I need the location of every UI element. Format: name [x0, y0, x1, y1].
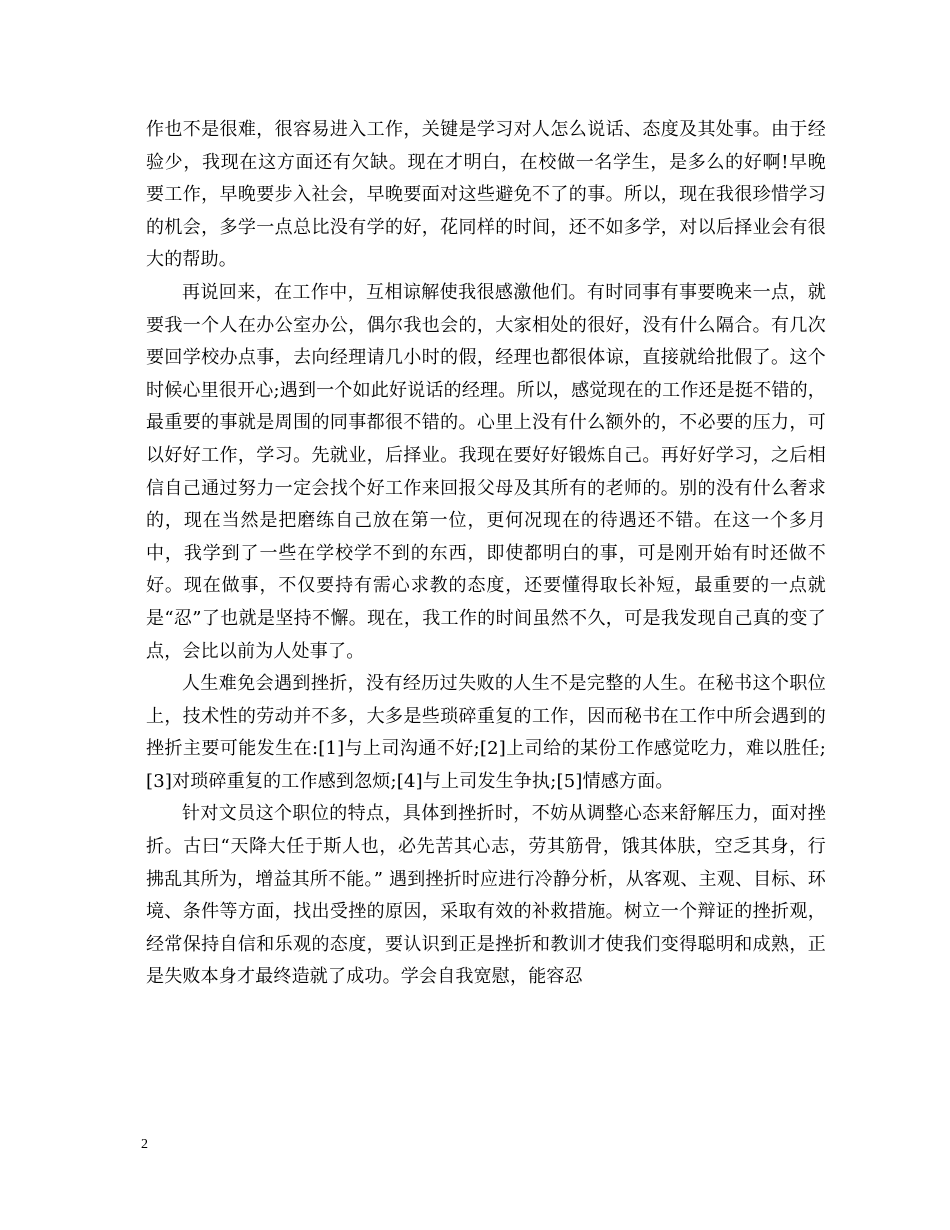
paragraph-1: 作也不是很难，很容易进入工作，关键是学习对人怎么说话、态度及其处事。由于经验少，我现在这方面还有欠缺。现在才明白，在校做一名学生，是多么的好啊!早晚要工作，早晚要步入社会，早晚要面对这些避免不了的事。所以，现在我很珍惜学习的机会，多学一点总比没有学的好，花同样的时间，还不如多学，对以后择业会有很大的帮助。 — [146, 119, 826, 271]
paragraph-4: 针对文员这个职位的特点，具体到挫折时，不妨从调整心态来舒解压力，面对挫折。古曰“天降大任于斯人也，必先苦其心志，劳其筋骨，饿其体肤，空乏其身，行拂乱其所为，增益其所不能。” 遇到挫折时应进行冷静分析，从客观、主观、目标、环境、条件等方面，找出受挫的原因，采取有效的补救措施。树立一个辩证的挫折观，经常保持自信和乐观的态度，要认识到正是挫折和教训才使我们变得聪明和成熟，正是失败本身才最终造就了成功。学会自我宽慰，能容忍 — [146, 803, 826, 988]
page-number: 2 — [141, 1137, 148, 1152]
paragraph-3: 人生难免会遇到挫折，没有经历过失败的人生不是完整的人生。在秘书这个职位上，技术性的劳动并不多，大多是些琐碎重复的工作，因而秘书在工作中所会遇到的挫折主要可能发生在:[1]与上司沟通不好;[2]上司给的某份工作感觉吃力，难以胜任;[3]对琐碎重复的工作感到忽烦;[4]与上司发生争执;[5]情感方面。 — [146, 673, 826, 792]
document-body — [146, 114, 826, 994]
paragraph-2: 再说回来，在工作中，互相谅解使我很感激他们。有时同事有事要晚来一点，就要我一个人在办公室办公，偶尔我也会的，大家相处的很好，没有什么隔合。有几次要回学校办点事，去向经理请几小时的假，经理也都很体谅，直接就给批假了。这个时候心里很开心;遇到一个如此好说话的经理。所以，感觉现在的工作还是挺不错的，最重要的事就是周围的同事都很不错的。心里上没有什么额外的，不必要的压力，可以好好工作，学习。先就业，后择业。我现在要好好锻炼自己。再好好学习，之后相信自己通过努力一定会找个好工作来回报父母及其所有的老师的。别的没有什么奢求的，现在当然是把磨练自己放在第一位，更何况现在的待遇还不错。在这一个多月中，我学到了一些在学校学不到的东西，即使都明白的事，可是刚开始有时还做不好。现在做事，不仅要持有需心求教的态度，还要懂得取长补短，最重要的一点就是“忍”了也就是坚持不懈。现在，我工作的时间虽然不久，可是我发现自己真的变了点，会比以前为人处事了。 — [146, 281, 826, 662]
